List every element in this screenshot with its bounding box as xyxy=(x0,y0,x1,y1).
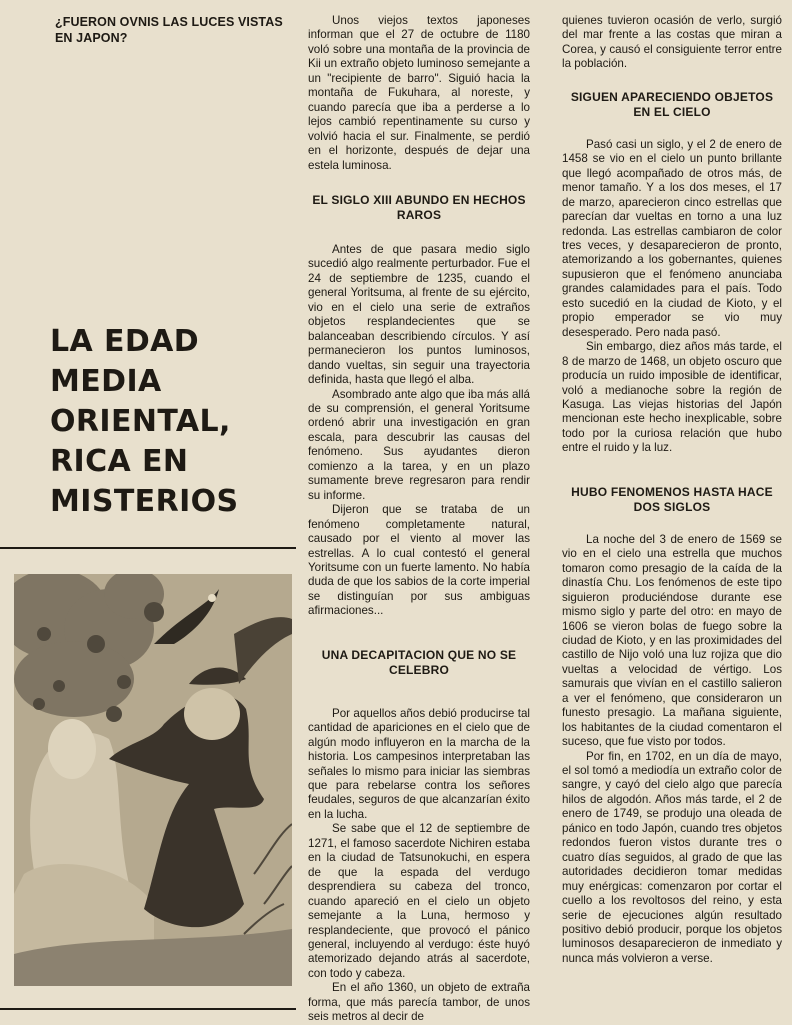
divider-rule xyxy=(0,547,296,549)
paragraph: Sin embargo, diez años más tarde, el 8 de marzo de 1468, un objeto oscuro que producía un ruido imposible de identificar, voló a medianoche sobre la región de Kasuga. Las viejas historias del Japón mencionan este hecho inexplicable, sobre todo por la curiosa relación que hubo entre el ruido y la luz. xyxy=(562,340,782,455)
column-middle xyxy=(308,14,530,1025)
headline-line: MEDIA xyxy=(50,364,162,399)
article-headline xyxy=(50,322,300,522)
illustration-image xyxy=(14,574,292,986)
headline-line: MISTERIOS xyxy=(50,484,239,519)
paragraph: Asombrado ante algo que iba más allá de su comprensión, el general Yoritsume ordenó abrir una investigación en gran escala, para descubrir las causas del fenómeno. Sus ayudantes dieron comienzo a la tarea, y en un plazo sumamente breve regresaron para rendir su informe. xyxy=(308,387,530,502)
headline-line: ORIENTAL, xyxy=(50,404,231,439)
subheading: SIGUEN APARECIENDO OBJETOS EN EL CIELO xyxy=(570,89,774,119)
paragraph: Dijeron que se trataba de un fenómeno completamente natural, causado por el viento al mover las estrellas. A lo cual contestó el general Yoritsume con un fuerte lamento. No había duda de que los sabios de la corte imperial se distinguían por sus ambiguas afirmaciones... xyxy=(308,503,530,618)
paragraph: Antes de que pasara medio siglo sucedió algo realmente perturbador. Fue el 24 de septiembre de 1235, cuando el general Yoritsuma, al frente de su ejército, vio en el cielo una serie de extraños objetos resplandecientes que se balanceaban describiendo círculos. Y así permanecieron los puntos luminosos, dando vueltas, sin seguir una trayectoria definida, hasta que llegó el alba. xyxy=(308,242,530,387)
paragraph: Se sabe que el 12 de septiembre de 1271, el famoso sacerdote Nichiren estaba en la ciudad de Tatsunokuchi, en espera de que la espada del verdugo desprendiera su cabeza del tronco, cuando apareció en el cielo un objeto semejante a la Luna, hermoso y resplandeciente, que provocó el pánico general, incluyendo al verdugo: éste huyó atemorizado dejando atrás al sacerdote, con todo y cabeza. xyxy=(308,822,530,980)
paragraph: quienes tuvieron ocasión de verlo, surgió del mar frente a las costas que miran a Corea, y causó el consiguiente terror entre la población. xyxy=(562,14,782,71)
paragraph: Unos viejos textos japoneses informan que el 27 de octubre de 1180 voló sobre una montaña de la provincia de Kii un extraño objeto luminoso semejante a un "recipiente de barro". Siguió hacia la montaña de Fukuhara, al noreste, y cuando parecía que iba a perderse a lo lejos cambió repentinamente su curso y volvió hacia el sur. Finalmente, se perdió en el horizonte, después de dejar una estela luminosa. xyxy=(308,14,530,172)
headline-line: RICA EN xyxy=(50,444,189,479)
paragraph: Por fin, en 1702, en un día de mayo, el sol tomó a mediodía un extraño color de sangre, y cayó del cielo algo que parecía hilos de algodón. Años más tarde, el 2 de enero de 1749, se produjo una oleada de pánico en todo Japón, cuando tres objetos redondos fueron vistos durante tres o cuatro días seguidos, al grado de que las autoridades decidieron tomar medidas muy enérgicas: comenzaron por cortar el cuello a los revoltosos del reino, y esta serie de ejecuciones algún resultado positivo debió producir, porque los objetos luminosos desaparecieron de inmediato y nunca más volvieron a verse. xyxy=(562,749,782,965)
headline-line: LA EDAD xyxy=(50,324,200,359)
bottom-rule xyxy=(0,1008,296,1010)
paragraph: Pasó casi un siglo, y el 2 de enero de 1458 se vio en el cielo un punto brillante que llegó acompañado de otros más, de menor tamaño. Y a los dos meses, el 17 de marzo, aparecieron cinco estrellas que parecían dar vueltas en torno a una luz redonda. Las estrellas cambiaron de color tres veces, y desaparecieron de pronto, atemorizando a los gobernantes, quienes supusieron que el fenómeno anunciaba grandes calamidades para el país. Todo esto sucedió en la ciudad de Kioto, y el propio emperador se vio muy desesperado. Pero nada pasó. xyxy=(562,137,782,339)
subheading: EL SIGLO XIII ABUNDO EN HECHOS RAROS xyxy=(312,192,526,222)
subheading: HUBO FENOMENOS HASTA HACE DOS SIGLOS xyxy=(571,484,773,514)
column-right xyxy=(562,14,782,966)
paragraph: La noche del 3 de enero de 1569 se vio en el cielo una estrella que muchos tomaron como presagio de la caída de la dinastía Chu. Los fenómenos de este tipo siguieron produciéndose durante ese mismo siglo y parte del otro: en mayo de 1606 se vieron bolas de fuego sobre la ciudad de Kioto, y en las proximidades del castillo de Nijo voló una luz rojiza que dio vueltas a velocidad de vértigo. Los samurais que vivían en el castillo salieron a ver el fenómeno, que consideraron un funesto presagio. La mañana siguiente, los habitantes de la ciudad comentaron el suceso, que fue visto por todos. xyxy=(562,532,782,749)
paragraph: En el año 1360, un objeto de extraña forma, que más parecía tambor, de unos seis metros al decir de xyxy=(308,981,530,1024)
subheading: UNA DECAPITACION QUE NO SE CELEBRO xyxy=(321,647,517,677)
article-kicker: ¿FUERON OVNIS LAS LUCES VISTAS EN JAPON? xyxy=(55,15,283,45)
paragraph: Por aquellos años debió producirse tal cantidad de apariciones en el cielo que de algún modo influyeron en la marcha de la historia. Los campesinos interpretaban las señales lo mismo para iniciar las siembras que para rebelarse contra los señores feudales, seguros de que alcanzarían éxito en la lucha. xyxy=(308,706,530,821)
